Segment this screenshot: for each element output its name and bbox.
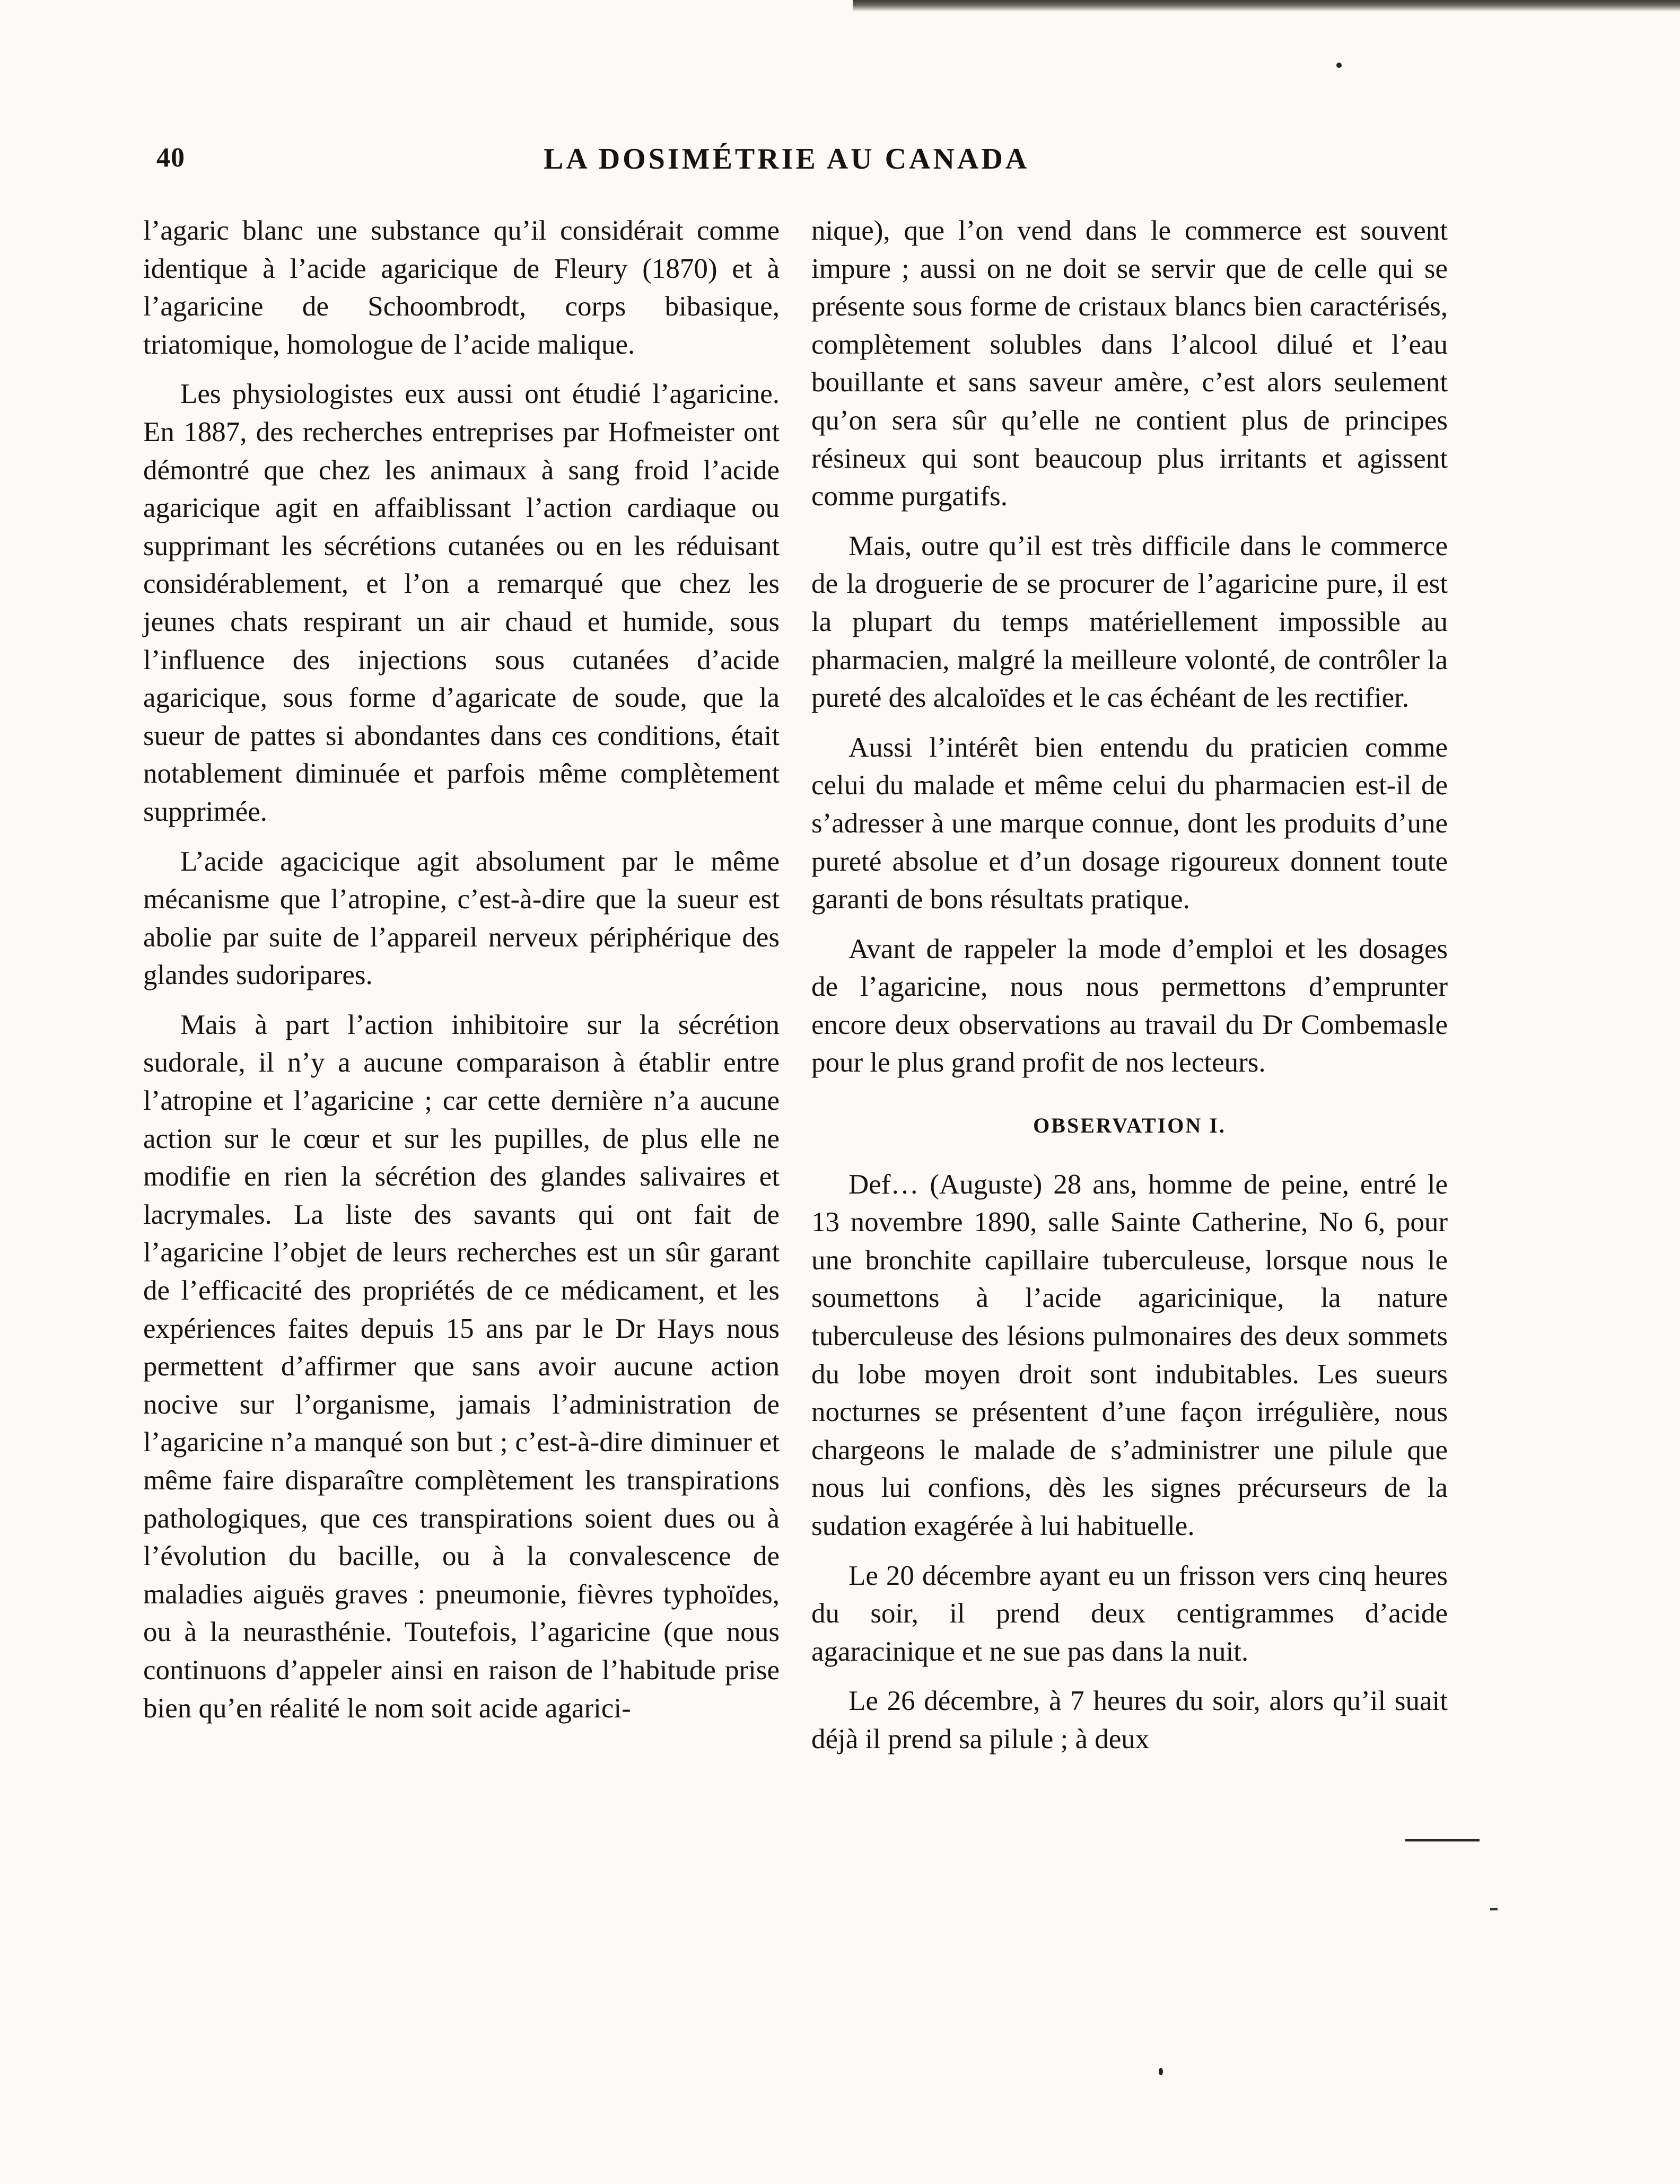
paragraph: Avant de rappeler la mode d’emploi et les dosages de l’agaricine, nous nous permettons d’emprunter encore deux observations au travail du Dr Combemasle pour le plus grand profit de nos lecteurs. — [811, 933, 1448, 1078]
margin-mark — [1490, 1908, 1498, 1910]
running-title: LA DOSIMÉTRIE AU CANADA — [544, 143, 1030, 176]
paragraph: Mais à part l’action inhibitoire sur la sécrétion sudorale, il n’y a aucune comparaison à établir entre l’atropine et l’agaricine ; car cette dernière n’a aucune action sur le cœur et sur les pupilles, de plus elle ne modifie en rien la sécrétion des glandes salivaires et lacrymales. La liste des savants qui ont fait de l’agaricine l’objet de leurs recherches est un sûr garant de l’efficacité des propriétés de ce médicament, et les expériences faites depuis 15 ans par le Dr Hays nous permettent d’affirmer que sans avoir aucune action nocive sur l’organisme, jamais l’administration de l’agaricine n’a manqué son but ; c’est-à-dire diminuer et même faire disparaître complètement les transpirations pathologiques, que ces transpirations soient dues ou à l’évolution du bacille, ou à la convalescence de maladies aiguës graves : pneumonie, fièvres typhoïdes, ou à la neurasthénie. Toutefois, l’agaricine (que nous continuons d’appeler ainsi en raison de l’habitude prise bien qu’en réalité le nom soit acide agarici- — [143, 1009, 780, 1724]
scan-shadow-edge — [853, 0, 1680, 12]
paragraph: Mais, outre qu’il est très difficile dans le commerce de la droguerie de se procurer de l’agaricine pure, il est la plupart du temps matériellement impossible au pharmacien, malgré la meilleure volonté, de contrôler la pureté des alcaloïdes et le cas échéant de les rectifier. — [811, 530, 1448, 714]
paragraph: Aussi l’intérêt bien entendu du praticien comme celui du malade et même celui du pharmacien est-il de s’adresser à une marque connue, dont les produits d’une pureté absolue et d’un dosage rigoureux donnent toute garanti de bons résultats pratique. — [811, 732, 1448, 915]
paragraph: Les physiologistes eux aussi ont étudié l’agaricine. En 1887, des recherches entreprises par Hofmeister ont démontré que chez les animaux à sang froid l’acide agaricique agit en affaiblissant l’action cardiaque ou supprimant les sécrétions cutanées ou en les réduisant considérablement, et l’on a remarqué que chez les jeunes chats respirant un air chaud et humide, sous l’influence des injections sous cutanées d’acide agaricique, sous forme d’agaricate de soude, que la sueur de pattes si abondantes dans ces conditions, était notablement diminuée et parfois même complètement supprimée. — [143, 379, 780, 827]
ink-speck — [1336, 63, 1342, 68]
paragraph: Le 26 décembre, à 7 heures du soir, alors qu’il suait déjà il prend sa pilule ; à deux — [811, 1686, 1448, 1755]
page-header — [156, 142, 1493, 190]
page-number: 40 — [156, 143, 185, 173]
observation-heading: OBSERVATION I. — [1033, 1113, 1226, 1138]
paragraph: L’acide agacicique agit absolument par le même mécanisme que l’atropine, c’est-à-dire que la sueur est abolie par suite de l’appareil nerveux périphérique des glandes sudoripares. — [143, 846, 780, 991]
ink-speck — [1159, 2068, 1163, 2075]
right-column — [811, 212, 1448, 1759]
paragraph: nique), que l’on vend dans le commerce est souvent impure ; aussi on ne doit se servir que de celle qui se présente sous forme de cristaux blancs bien caractérisés, complètement solubles dans l’alcool dilué et l’eau bouillante et sans saveur amère, c’est alors seulement qu’on sera sûr qu’elle ne contient plus de principes résineux qui sont beaucoup plus irritants et agissent comme purgatifs. — [811, 215, 1448, 512]
left-column — [143, 212, 780, 1727]
paragraph: Def… (Auguste) 28 ans, homme de peine, entré le 13 novembre 1890, salle Sainte Catherine, No 6, pour une bronchite capillaire tuberculeuse, lorsque nous le soumettons à l’acide agaricinique, la nature tuberculeuse des lésions pulmonaires des deux sommets du lobe moyen droit sont indubitables. Les sueurs nocturnes se présentent d’une façon irrégulière, nous chargeons le malade de s’administrer une pilule que nous lui confions, dès les signes précurseurs de la sudation exagérée à lui habituelle. — [811, 1169, 1448, 1541]
paragraph: Le 20 décembre ayant eu un frisson vers cinq heures du soir, il prend deux centigrammes d’acide agaracinique et ne sue pas dans la nuit. — [811, 1560, 1448, 1667]
handwritten-underline — [1405, 1839, 1480, 1841]
paragraph: l’agaric blanc une substance qu’il considérait comme identique à l’acide agaricique de Fleury (1870) et à l’agaricine de Schoombrodt, corps bibasique, triatomique, homologue de l’acide malique. — [143, 215, 780, 360]
